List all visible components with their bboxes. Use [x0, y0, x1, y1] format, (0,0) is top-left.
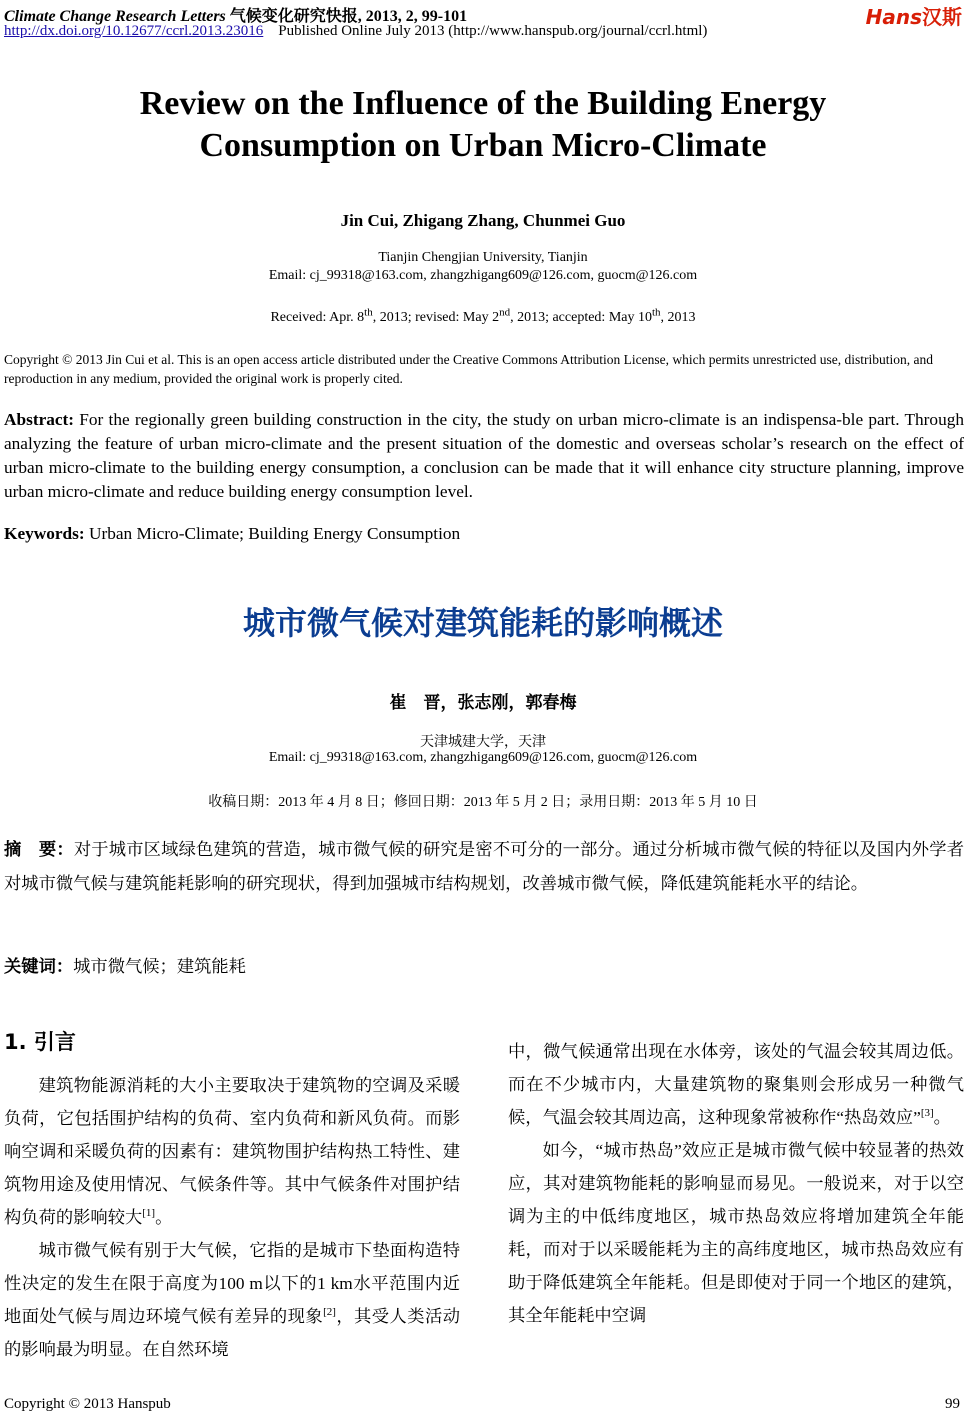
- keywords-label-en: Keywords:: [4, 524, 85, 543]
- paragraph: [4, 1234, 460, 1366]
- affiliation-cn: 天津城建大学，天津: [420, 735, 546, 750]
- keywords-en: [4, 524, 460, 544]
- paragraph: [508, 1134, 964, 1332]
- paper-title-en: [0, 83, 966, 167]
- keywords-text-cn: 城市微气候；建筑能耗: [73, 957, 246, 976]
- received-sup1: th: [364, 306, 373, 319]
- citation-ref[interactable]: [1]: [142, 1207, 156, 1220]
- received-dates-cn: 收稿日期：2013 年 4 月 8 日；修回日期：2013 年 5 月 2 日；录用日期：2013 年 5 月 10 日: [208, 795, 758, 810]
- abstract-text-cn: 对于城市区域绿色建筑的营造，城市微气候的研究是密不可分的一部分。通过分析城市微气候的特征以及国内外学者对城市微气候与建筑能耗影响的研究现状，得到加强城市结构规划，改善城市微气候，降低建筑能耗水平的结论。: [4, 840, 964, 893]
- paper-title-cn: 城市微气候对建筑能耗的影响概述: [242, 604, 723, 642]
- page-number: 99: [945, 1396, 960, 1412]
- journal-citation: , 2013, 2, 99-101: [357, 8, 468, 25]
- journal-title-cn: 气候变化研究快报: [229, 8, 358, 25]
- received-sup2: nd: [499, 306, 511, 319]
- received-sup3: th: [651, 306, 661, 319]
- section-heading: 1. 引言: [4, 1030, 76, 1054]
- affiliation-en: Tianjin Chengjian University, Tianjin: [378, 250, 588, 265]
- title-en-line2: Consumption on Urban Micro-Climate: [199, 127, 767, 164]
- paragraph-end: 。: [155, 1208, 173, 1227]
- footer-copyright: Copyright © 2013 Hanspub: [4, 1396, 171, 1412]
- received-part4: , 2013: [660, 310, 696, 325]
- logo-text-cn: 汉斯: [922, 5, 962, 29]
- paragraph: [508, 1035, 964, 1134]
- authors-en: Jin Cui, Zhigang Zhang, Chunmei Guo: [340, 211, 626, 230]
- paragraph-text: 中，微气候通常出现在水体旁，该处的气温会较其周边低。而在不少城市内，大量建筑物的聚集则会形成另一种微气候，气温会较其周边高，这种现象常被称作“热岛效应”: [508, 1042, 964, 1127]
- abstract-label-cn: 摘 要：: [4, 840, 74, 860]
- published-online: Published Online July 2013 (http://www.hanspub.org/journal/ccrl.html): [278, 23, 708, 39]
- keywords-text-en: Urban Micro-Climate; Building Energy Consumption: [84, 524, 461, 543]
- abstract-en: [4, 408, 964, 504]
- paragraph-text: 城市微气候有别于大气候，它指的是城市下垫面构造特性决定的发生在限于高度为100 m以下的1 km水平范围内近地面处气候与周边环境气候有差异的现象: [4, 1241, 460, 1326]
- authors-cn: 崔 晋，张志刚，郭春梅: [389, 693, 577, 712]
- received-part1: Received: Apr. 8: [270, 310, 365, 325]
- hans-logo: [866, 1, 962, 30]
- journal-title-en: Climate Change Research Letters: [4, 8, 226, 25]
- paragraph: [4, 1069, 460, 1234]
- abstract-label-en: Abstract:: [4, 410, 75, 429]
- email-cn: Email: cj_99318@163.com, zhangzhigang609@126.com, guocm@126.com: [268, 750, 698, 765]
- email-en: Email: cj_99318@163.com, zhangzhigang609@126.com, guocm@126.com: [268, 268, 698, 283]
- paragraph-text: 如今，“城市热岛”效应正是城市微气候中较显著的热效应，其对建筑物能耗的影响显而易见。一般说来，对于以空调为主的中低纬度地区，城市热岛效应将增加建筑全年能耗，而对于以采暖能耗为主的高纬度地区，城市热岛效应有助于降低建筑全年能耗。但是即使对于同一个地区的建筑，其全年能耗中空调: [508, 1141, 964, 1325]
- received-part2: , 2013; revised: May 2: [372, 310, 500, 325]
- keywords-label-cn: 关键词：: [4, 957, 74, 977]
- citation-ref[interactable]: [3]: [920, 1107, 934, 1120]
- abstract-text-en: For the regionally green building construction in the city, the study on urban micro-climate is an indispensa-ble part. Through analyzing the feature of urban micro-climate and the present situation of the domestic and overseas scholar’s research on the effect of urban micro-climate to the building energy consumption, a conclusion can be made that it will enhance city structure planning, improve urban micro-climate and reduce building energy consumption level.: [4, 410, 964, 501]
- received-dates-en: [0, 306, 966, 326]
- citation-ref[interactable]: [2]: [323, 1306, 336, 1319]
- copyright-notice: Copyright © 2013 Jin Cui et al. This is an open access article distributed under the Creative Commons Attribution License, which permits unrestricted use, distribution, and reproduction in any medium, provided the original work is properly cited.: [4, 352, 933, 386]
- body-column-left: [4, 1069, 460, 1366]
- paragraph-end: 。: [933, 1108, 951, 1127]
- keywords-cn: [4, 952, 246, 977]
- paragraph-end: ，其受人类活动的影响最为明显。在自然环境: [4, 1307, 460, 1359]
- logo-text-en: Hans: [865, 5, 922, 29]
- abstract-cn: [4, 833, 964, 900]
- title-en-line1: Review on the Influence of the Building Energy: [139, 85, 827, 122]
- body-column-right: [508, 1035, 964, 1332]
- doi-link[interactable]: http://dx.doi.org/10.12677/ccrl.2013.23016: [4, 23, 264, 39]
- paragraph-text: 建筑物能源消耗的大小主要取决于建筑物的空调及采暖负荷，它包括围护结构的负荷、室内负荷和新风负荷。而影响空调和采暖负荷的因素有：建筑物围护结构热工特性、建筑物用途及使用情况、气候条件等。其中气候条件对围护结构负荷的影响较大: [4, 1076, 460, 1227]
- received-part3: , 2013; accepted: May 10: [510, 310, 652, 325]
- doi-line: [4, 23, 707, 40]
